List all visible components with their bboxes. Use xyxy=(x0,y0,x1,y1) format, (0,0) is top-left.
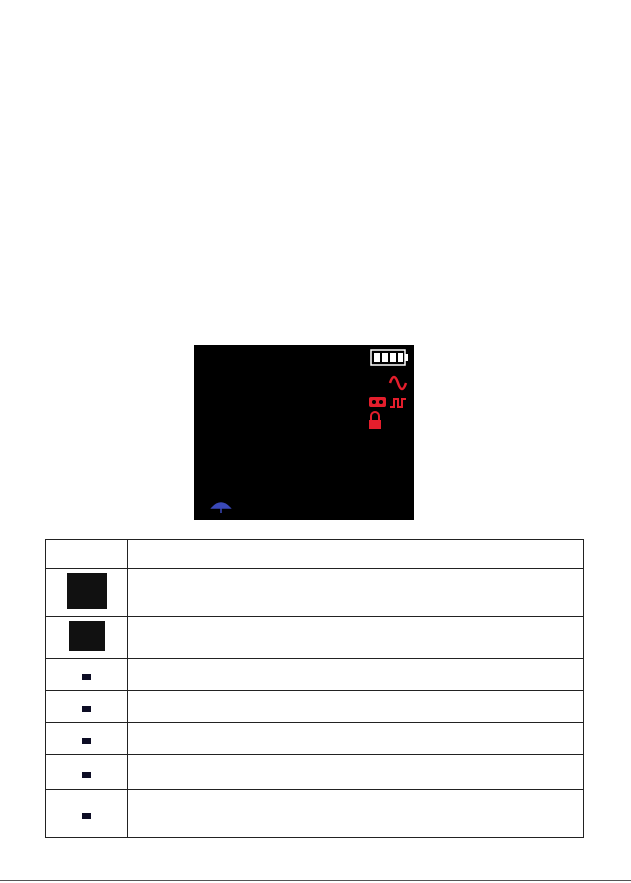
mon-icon xyxy=(82,772,91,778)
table-row xyxy=(46,755,584,790)
section-20 xyxy=(45,205,58,225)
bullet-item xyxy=(45,245,58,265)
row-description xyxy=(128,569,584,617)
lock-icon xyxy=(369,412,381,429)
page-bottom-rule xyxy=(0,880,631,881)
header-icon xyxy=(46,540,128,569)
table-row xyxy=(46,569,584,617)
table-row xyxy=(46,723,584,755)
bullet-item xyxy=(45,165,58,185)
section-17 xyxy=(45,105,58,145)
square-wave-icon xyxy=(390,399,406,407)
channel-segments-icon xyxy=(46,569,128,617)
subtone-segments-icon xyxy=(46,617,128,659)
section-18-19 xyxy=(45,165,58,185)
record-icon xyxy=(369,397,386,407)
antenna-icon xyxy=(212,503,230,513)
section-21 xyxy=(45,245,58,265)
table-row xyxy=(46,617,584,659)
icon-declaration-table xyxy=(45,539,584,838)
lcd-display-image xyxy=(194,345,414,520)
bullet-item xyxy=(45,45,58,65)
table-header-row xyxy=(46,540,584,569)
row-description xyxy=(128,723,584,755)
row-description xyxy=(128,755,584,790)
tsc-icon xyxy=(82,738,91,744)
sos-icon xyxy=(82,674,91,680)
section-16 xyxy=(45,45,58,85)
row-description xyxy=(128,691,584,723)
lcd-segments-art xyxy=(194,345,414,520)
row-description xyxy=(128,790,584,838)
bullet-item xyxy=(45,105,58,125)
table-row xyxy=(46,659,584,691)
header-declaration xyxy=(128,540,584,569)
battery-icon xyxy=(371,350,408,365)
channel-segments-icon-art xyxy=(67,573,107,609)
bullet-item xyxy=(45,205,58,225)
wave-icon xyxy=(390,377,406,389)
subtone-segments-icon-art xyxy=(69,621,105,651)
osc-icon xyxy=(82,706,91,712)
bsy-icon xyxy=(82,813,91,819)
table-row xyxy=(46,691,584,723)
row-description xyxy=(128,659,584,691)
table-row xyxy=(46,790,584,838)
bullet-item xyxy=(45,125,58,145)
row-description xyxy=(128,617,584,659)
bullet-item xyxy=(45,65,58,85)
